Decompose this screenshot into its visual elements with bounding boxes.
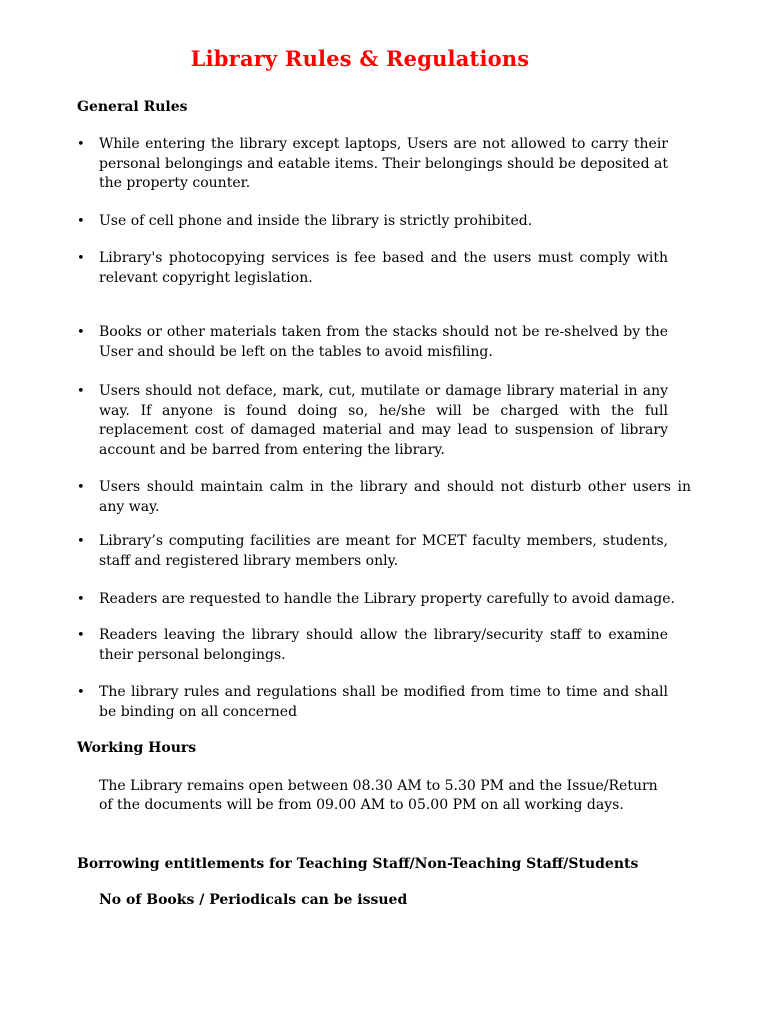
document-title: Library Rules & Regulations xyxy=(190,46,530,71)
bullet-icon: • xyxy=(77,685,85,700)
rule-text: Use of cell phone and inside the library is strictly prohibited. xyxy=(99,213,533,229)
bullet-icon: • xyxy=(77,384,85,399)
rule-item xyxy=(77,382,668,460)
bullet-icon: • xyxy=(77,480,85,495)
bullet-icon: • xyxy=(77,592,85,607)
rule-item xyxy=(77,249,668,288)
rule-text: Users should not deface, mark, cut, mutilate or damage library material in any way. If anyone is found doing so, he/she will be charged with the full replacement cost of damaged material and may lead to suspension of library account and be barred from entering the library. xyxy=(99,383,668,458)
rule-text: Library’s computing facilities are meant for MCET faculty members, students, staff and registered library members only. xyxy=(99,533,668,569)
rule-text: The library rules and regulations shall be modified from time to time and shall be binding on all concerned xyxy=(99,684,668,720)
bullet-icon: • xyxy=(77,137,85,152)
rule-text: Users should maintain calm in the library and should not disturb other users in any way. xyxy=(99,479,691,515)
rule-item xyxy=(77,478,691,517)
rule-item xyxy=(77,590,691,610)
rule-text: Readers are requested to handle the Library property carefully to avoid damage. xyxy=(99,591,675,607)
bullet-icon: • xyxy=(77,325,85,340)
bullet-icon: • xyxy=(77,214,85,229)
rule-item xyxy=(77,532,668,571)
general-rules-heading: General Rules xyxy=(77,99,188,115)
rule-text: While entering the library except laptops, Users are not allowed to carry their personal belongings and eatable items. Their belongings should be deposited at the property counter. xyxy=(99,136,668,191)
rule-text: Library's photocopying services is fee based and the users must comply with relevant copyright legislation. xyxy=(99,250,668,286)
working-hours-text: The Library remains open between 08.30 AM to 5.30 PM and the Issue/Return of the documents will be from 09.00 AM to 05.00 PM on all working days. xyxy=(99,778,658,813)
borrowing-heading: Borrowing entitlements for Teaching Staff/Non-Teaching Staff/Students xyxy=(77,856,639,872)
rule-item xyxy=(77,683,668,722)
rule-text: Books or other materials taken from the stacks should not be re-shelved by the User and should be left on the tables to avoid misfiling. xyxy=(99,324,668,360)
bullet-icon: • xyxy=(77,251,85,266)
bullet-icon: • xyxy=(77,534,85,549)
rule-item xyxy=(77,626,668,665)
bullet-icon: • xyxy=(77,628,85,643)
working-hours-heading: Working Hours xyxy=(77,740,197,756)
rule-text: Readers leaving the library should allow the library/security staff to examine their personal belongings. xyxy=(99,627,668,663)
rule-item xyxy=(77,323,668,362)
rule-item xyxy=(77,212,668,232)
borrowing-subheading: No of Books / Periodicals can be issued xyxy=(99,892,408,908)
rule-item xyxy=(77,135,668,194)
